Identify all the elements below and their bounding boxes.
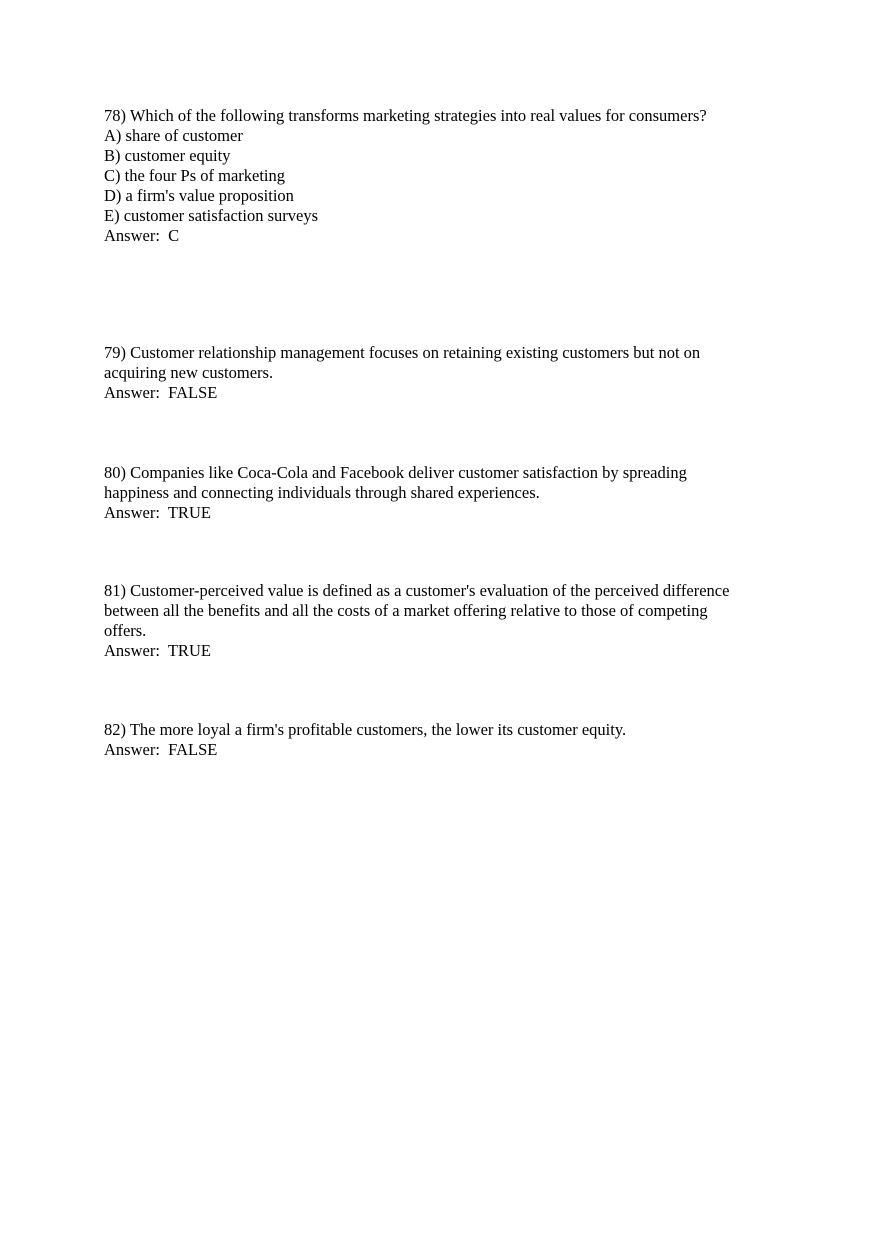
answer-text: Answer: FALSE	[104, 383, 218, 402]
question-text-line-3: offers.	[104, 621, 147, 640]
question-text-line-1: 79) Customer relationship management focuses on retaining existing customers but not on	[104, 343, 701, 362]
question-text-line-2: between all the benefits and all the costs of a market offering relative to those of competing	[104, 601, 708, 620]
question-text-line-1: 81) Customer-perceived value is defined as a customer's evaluation of the perceived difference	[104, 581, 730, 600]
choice-a: A) share of customer	[104, 126, 243, 145]
question-80	[104, 463, 784, 523]
question-79	[104, 343, 784, 403]
question-text: 82) The more loyal a firm's profitable customers, the lower its customer equity.	[104, 720, 627, 739]
answer-text: Answer: FALSE	[104, 740, 218, 759]
question-78	[104, 106, 784, 246]
answer-text: Answer: C	[104, 226, 180, 245]
question-82	[104, 720, 784, 760]
question-81	[104, 581, 784, 661]
choice-e: E) customer satisfaction surveys	[104, 206, 318, 225]
question-text-line-2: happiness and connecting individuals through shared experiences.	[104, 483, 540, 502]
answer-text: Answer: TRUE	[104, 641, 211, 660]
question-text-line-2: acquiring new customers.	[104, 363, 274, 382]
choice-c: C) the four Ps of marketing	[104, 166, 286, 185]
answer-text: Answer: TRUE	[104, 503, 211, 522]
question-text: 78) Which of the following transforms marketing strategies into real values for consumers?	[104, 106, 707, 125]
choice-d: D) a firm's value proposition	[104, 186, 294, 205]
choice-b: B) customer equity	[104, 146, 231, 165]
question-text-line-1: 80) Companies like Coca-Cola and Facebook deliver customer satisfaction by spreading	[104, 463, 687, 482]
